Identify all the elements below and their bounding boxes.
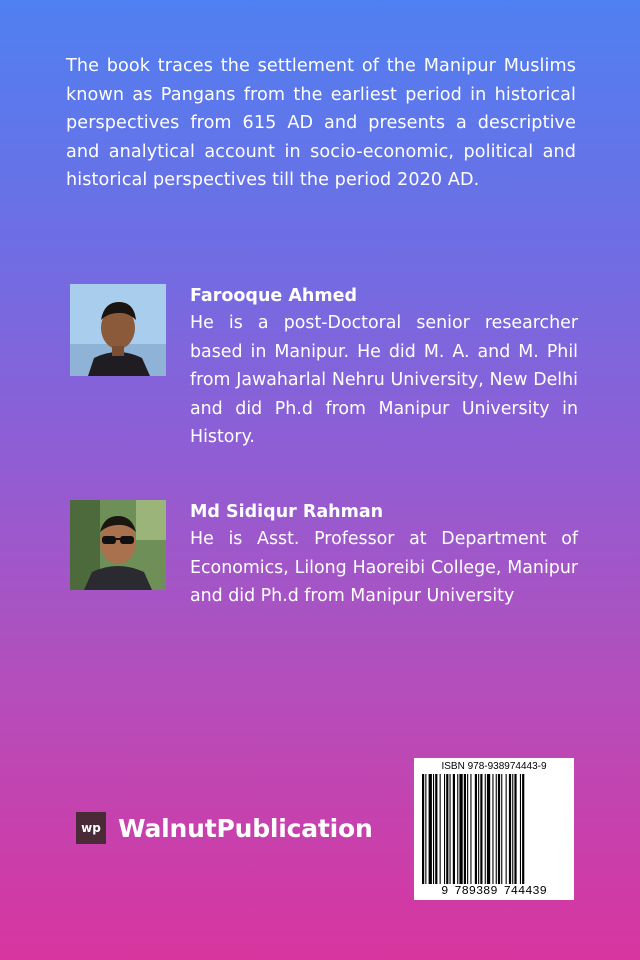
author-photo xyxy=(70,500,166,590)
barcode-bar xyxy=(464,774,466,884)
barcode-bar xyxy=(425,774,426,884)
author-bio: He is a post-Doctoral senior researcher based in Manipur. He did M. A. and M. Phil from Jawaharlal Nehru University, New Delhi and did Ph.d from Manipur University in History. xyxy=(190,313,578,447)
author-photo xyxy=(70,284,166,376)
barcode-bar xyxy=(450,774,451,884)
barcode-bar xyxy=(453,774,455,884)
barcode-bar xyxy=(467,774,468,884)
barcode-bar xyxy=(478,774,479,884)
author-bio: He is Asst. Professor at Department of Economics, Lilong Haoreibi College, Manipur and did Ph.d from Manipur University xyxy=(190,529,578,606)
barcode-bar xyxy=(433,774,434,884)
barcode-bar xyxy=(440,774,441,884)
isbn-label: ISBN 978-938974443-9 xyxy=(441,761,547,772)
barcode-bar xyxy=(470,774,471,884)
barcode-bar xyxy=(506,774,507,884)
barcode-bar xyxy=(459,774,462,884)
barcode-bar xyxy=(446,774,448,884)
barcode-bar xyxy=(429,774,432,884)
barcode-bar xyxy=(487,774,490,884)
publisher-brand xyxy=(76,812,373,844)
author-name: Farooque Ahmed xyxy=(190,286,357,306)
barcode-bar xyxy=(496,774,497,884)
barcode-digits xyxy=(418,884,570,898)
barcode-digits-last: 744439 xyxy=(503,884,547,898)
barcode-bar xyxy=(435,774,437,884)
publisher-logo-icon: wp xyxy=(76,812,106,844)
barcode-digits-middle: 789389 xyxy=(454,884,498,898)
barcode-bar xyxy=(509,774,511,884)
barcode-bar xyxy=(514,774,516,884)
barcode-bar xyxy=(498,774,500,884)
barcode-digit-first: 9 xyxy=(441,884,449,898)
publisher-name: WalnutPublication xyxy=(118,813,373,843)
barcode-bar xyxy=(501,774,502,884)
barcode-bar xyxy=(492,774,493,884)
barcode-bar xyxy=(512,774,513,884)
author-name: Md Sidiqur Rahman xyxy=(190,502,384,522)
barcode-bar xyxy=(485,774,486,884)
barcode-bar xyxy=(522,774,524,884)
barcode-bar xyxy=(422,774,424,884)
barcode-bar xyxy=(480,774,482,884)
barcode-bar xyxy=(520,774,521,884)
book-blurb: The book traces the settlement of the Manipur Muslims known as Pangans from the earliest period in historical perspectives from 615 AD and presents a descriptive and analytical account in socio-economic, political and historical perspectives till the period 2020 AD. xyxy=(66,56,576,190)
isbn-barcode xyxy=(414,758,574,900)
barcode-bar xyxy=(457,774,458,884)
barcode-bar xyxy=(475,774,477,884)
barcode-bars xyxy=(418,774,570,884)
barcode-bar xyxy=(444,774,445,884)
